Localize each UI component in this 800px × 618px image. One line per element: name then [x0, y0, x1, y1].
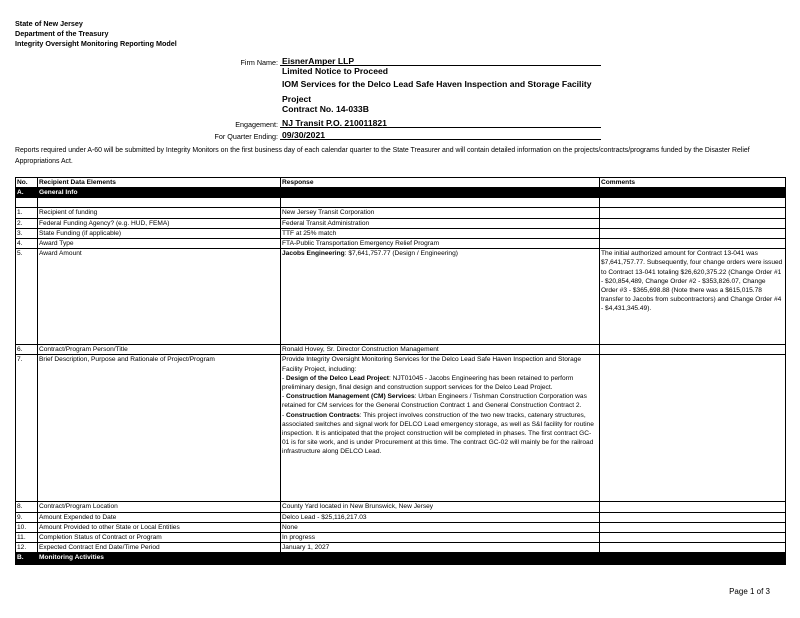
table-row: 1. Recipient of funding New Jersey Transit Corporation [16, 208, 786, 218]
table-row: 2. Federal Funding Agency? (e.g. HUD, FEMA) Federal Transit Administration [16, 218, 786, 228]
quarter-ending-value: 09/30/2021 [282, 130, 326, 140]
section-b-row [16, 553, 786, 565]
table-row: 4. Award Type FTA-Public Transportation Emergency Relief Program [16, 239, 786, 249]
agency-department: Department of the Treasury [15, 29, 109, 38]
header-element: Recipient Data Elements [38, 178, 281, 188]
project-title: IOM Services for the Delco Lead Safe Haven Inspection and Storage Facility Project [282, 79, 592, 104]
recipient-data-table [15, 177, 786, 565]
header-no: No. [16, 178, 38, 188]
table-row: 12. Expected Contract End Date/Time Period January 1, 2027 [16, 543, 786, 553]
engagement-label: Engagement: [235, 120, 278, 129]
table-row: 3. State Funding (if applicable) TTF at 25% match [16, 228, 786, 238]
table-header-row [16, 178, 786, 188]
table-row: 6. Contract/Program Person/Title Ronald Hovey, Sr. Director Construction Management [16, 345, 786, 355]
firm-name-value: EisnerAmper LLP [282, 56, 355, 66]
award-amount-comments: The initial authorized amount for Contract 13-041 was $7,641,757.77. Subsequently, four change orders were issued to Contract 13-041 totaling $26,620,375.22 (Change Order #1 - $20,854,489, Change Order #2 - $353,826.07, Change Order #3 - $365,698.88 (Note there was a $615,015.78 transfer to Jacobs from subcontractors) and Change Order #4 - $4,431,345.49). [600, 249, 786, 345]
table-row: 9. Amount Expended to Date Delco Lead - $25,116,217.03 [16, 512, 786, 522]
section-a-title: General Info [38, 188, 281, 198]
table-row-description: 7. Brief Description, Purpose and Rationale of Project/Program Provide Integrity Oversight Monitoring Services for the Delco Lead Safe Haven Inspection and Storage Facility Project, including: - Design of the Delco Lead Project: NJT01045 - Jacobs Engineering has been retained to perform preliminary design, final design and construction support services for the Delco Lead Project. - Construction Management (CM) Services: Urban Engineers / Tishman Construction Corporation was retained for CM services for the General Construction Contract 1 and General Construction Contract 2. - Construction Contracts: This project involves construction of the two new tracks, catenary structures, associated switches and signal work for DELCO Lead emergency storage, as well as S&I facility for routine inspection. It is anticipated that the project construction will be completed in phases. The first contract GC-01 is for site work, and is under Procurement at this time. The contract GC-02 will mainly be for the railroad infrastructure along DELCO Lead. [16, 355, 786, 502]
notice-text: Limited Notice to Proceed [282, 66, 389, 76]
section-a-row [16, 188, 786, 198]
quarter-ending-underline [280, 139, 601, 140]
agency-report-model: Integrity Oversight Monitoring Reporting Model [15, 39, 177, 48]
section-b-number: B. [16, 553, 38, 565]
section-a-number: A. [16, 188, 38, 198]
blank-row [16, 198, 786, 208]
engagement-underline [280, 127, 601, 128]
firm-name-label: Firm Name: [240, 58, 278, 67]
agency-block [15, 19, 177, 49]
engagement-value: NJ Transit P.O. 210011821 [282, 118, 387, 128]
agency-state: State of New Jersey [15, 19, 83, 28]
table-row: 8. Contract/Program Location County Yard located in New Brunswick, New Jersey [16, 502, 786, 512]
quarter-ending-label: For Quarter Ending: [214, 132, 278, 141]
section-b-title: Monitoring Activities [38, 553, 281, 565]
header-comments: Comments [600, 178, 786, 188]
table-row: 11. Completion Status of Contract or Program In progress [16, 533, 786, 543]
table-row: 10. Amount Provided to other State or Local Entities None [16, 522, 786, 532]
intro-paragraph: Reports required under A-60 will be submitted by Integrity Monitors on the first business day of each calendar quarter to the State Treasurer and will contain detailed information on the projects/contracts/programs funded by the Disaster Relief Appropriations Act. [15, 147, 750, 165]
page-number: Page 1 of 3 [729, 587, 770, 596]
contract-number: Contract No. 14-033B [282, 104, 369, 114]
project-description: Provide Integrity Oversight Monitoring Services for the Delco Lead Safe Haven Inspection and Storage Facility Project, including: - Design of the Delco Lead Project: NJT01045 - Jacobs Engineering has been retained to perform preliminary design, final design and construction support services for the Delco Lead Project. - Construction Management (CM) Services: Urban Engineers / Tishman Construction Corporation was retained for CM services for the General Construction Contract 1 and General Construction Contract 2. - Construction Contracts: This project involves construction of the two new tracks, catenary structures, associated switches and signal work for DELCO Lead emergency storage, as well as S&I facility for routine inspection. It is anticipated that the project construction will be completed in phases. The first contract GC-01 is for site work, and is under Procurement at this time. The contract GC-02 will mainly be for the railroad infrastructure along DELCO Lead. [281, 355, 600, 502]
header-response: Response [281, 178, 600, 188]
table-row-award-amount: 5. Award Amount Jacobs Engineering: $7,641,757.77 (Design / Engineering) The initial authorized amount for Contract 13-041 was $7,641,757.77. Subsequently, four change orders were issued to Contract 13-041 totaling $26,620,375.22 (Change Order #1 - $20,854,489, Change Order #2 - $353,826.07, Change Order #3 - $365,698.88 (Note there was a $615,015.78 transfer to Jacobs from subcontractors) and Change Order #4 - $4,431,345.49). [16, 249, 786, 345]
award-amount-response: Jacobs Engineering: $7,641,757.77 (Design / Engineering) [281, 249, 600, 345]
